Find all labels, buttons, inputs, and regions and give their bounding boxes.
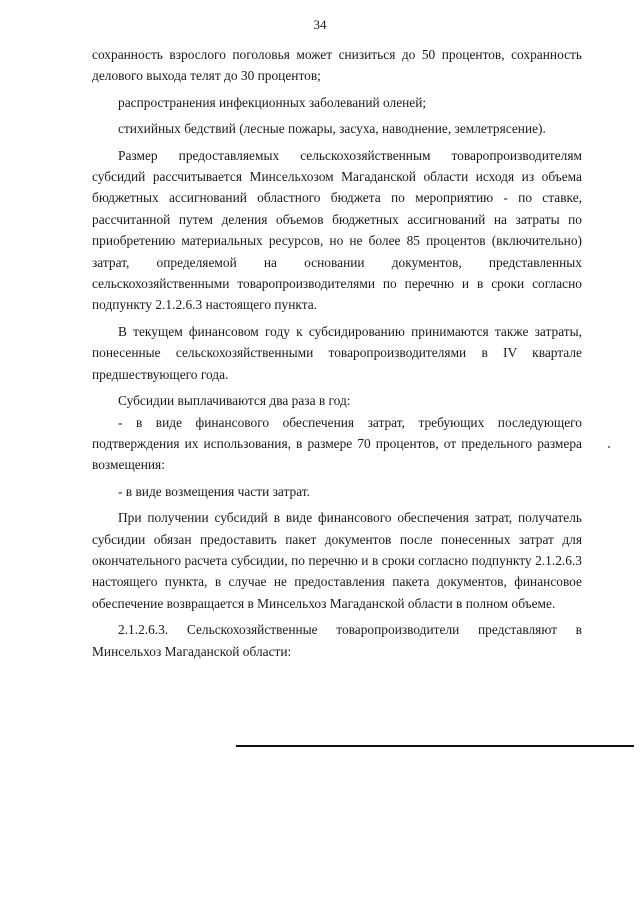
paragraph-natural-disasters: стихийных бедствий (лесные пожары, засуха, наводнение, землетрясение). bbox=[118, 121, 546, 137]
paragraph-payment-schedule: Субсидии выплачиваются два раза в год: bbox=[118, 393, 351, 409]
paragraph-adult-herd-survival: сохранность взрослого поголовья может снизиться до 50 процентов, сохранность делового выхода телят до 30 процентов; bbox=[92, 47, 582, 84]
document-body bbox=[92, 44, 582, 662]
scan-speck bbox=[608, 446, 610, 448]
paragraph-infectious-diseases: распространения инфекционных заболеваний оленей; bbox=[118, 94, 427, 110]
paragraph-subsidy-size: Размер предоставляемых сельскохозяйственным товаропроизводителям субсидий рассчитывается Минсельхозом Магаданской области исходя из объема бюджетных ассигнований областного бюджета по мероприятию - по ставке, рассчитанной путем деления объемов бюджетных ассигнований на затраты по приобретению материальных ресурсов, но не более 85 процентов (включительно) затрат, определяемой на основании документов, представленных сельскохозяйственными товаропроизводителями по перечню и в сроки согласно подпункту 2.1.2.6.3 настоящего пункта. bbox=[92, 147, 582, 313]
footer-rule-line bbox=[236, 745, 634, 747]
paragraph-section-2-1-2-6-3: 2.1.2.6.3. Сельскохозяйственные товаропроизводители представляют в Минсельхоз Магаданской области: bbox=[92, 622, 582, 659]
paragraph-documents-obligation: При получении субсидий в виде финансового обеспечения затрат, получатель субсидии обязан предоставить пакет документов после понесенных затрат для окончательного расчета субсидии, по перечню и в сроки согласно подпункту 2.1.2.6.3 настоящего пункта, в случае не предоставления пакета документов, финансовое обеспечение возвращается в Минсельхоз Магаданской области в полном объеме. bbox=[92, 510, 582, 611]
page-number: 34 bbox=[313, 17, 327, 32]
paragraph-current-year-costs: В текущем финансовом году к субсидированию принимаются также затраты, понесенные сельскохозяйственными товаропроизводителями в IV квартале предшествующего года. bbox=[92, 323, 582, 382]
list-item-financial-support: - в виде финансового обеспечения затрат, требующих последующего подтверждения их использования, в размере 70 процентов, от предельного размера возмещения: bbox=[92, 414, 582, 473]
list-item-partial-reimbursement: - в виде возмещения части затрат. bbox=[118, 483, 310, 499]
